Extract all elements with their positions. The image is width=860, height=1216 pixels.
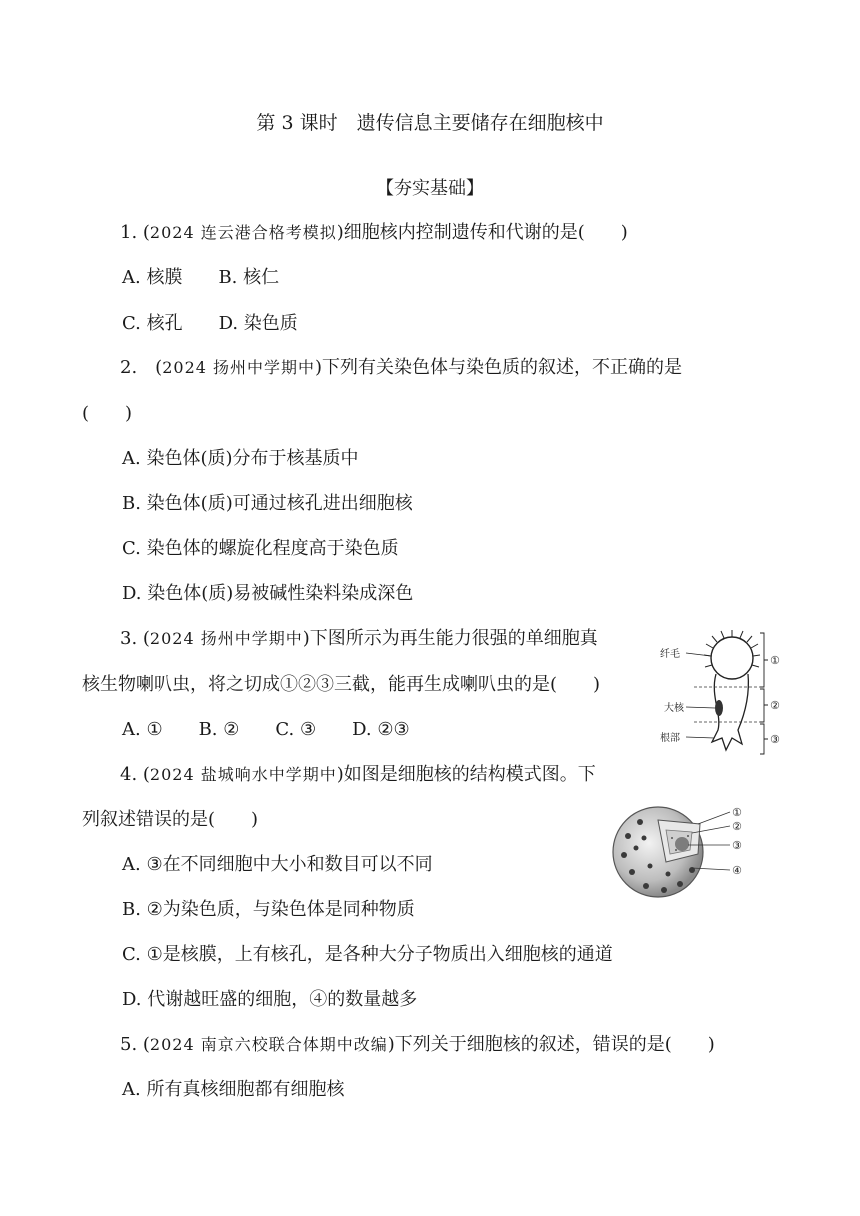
question-2-stem: 2. (2024 扬州中学期中)下列有关染色体与染色质的叙述，不正确的是 xyxy=(120,357,683,378)
question-4-stem: 4. (2024 盐城响水中学期中)如图是细胞核的结构模式图。下 xyxy=(120,764,596,785)
question-4-option-b: B. ②为染色质，与染色体是同种物质 xyxy=(122,899,415,920)
question-4-option-d: D. 代谢越旺盛的细胞，④的数量越多 xyxy=(122,989,418,1010)
question-1-stem: 1. (2024 连云港合格考模拟)细胞核内控制遗传和代谢的是( ) xyxy=(120,222,628,243)
question-2-source: 2024 扬州中学期中 xyxy=(162,358,316,377)
question-5-option-a: A. 所有真核细胞都有细胞核 xyxy=(122,1079,345,1100)
question-3-options: A. ① B. ② C. ③ D. ②③ xyxy=(122,719,410,740)
stentor-figure xyxy=(660,626,815,758)
question-2-option-b: B. 染色体(质)可通过核孔进出细胞核 xyxy=(122,493,413,514)
question-3-source: 2024 扬州中学期中 xyxy=(149,629,303,648)
question-4-stem-cont: 列叙述错误的是( ) xyxy=(82,809,259,830)
macronucleus-icon xyxy=(715,700,723,716)
question-1-options-cd: C. 核孔 D. 染色质 xyxy=(122,313,298,334)
question-2-stem-cont: ( ) xyxy=(82,403,133,424)
question-4-source: 2024 盐城响水中学期中 xyxy=(149,765,337,784)
question-5-source: 2024 南京六校联合体期中改编 xyxy=(149,1035,388,1054)
question-2-option-d: D. 染色体(质)易被碱性染料染成深色 xyxy=(122,583,414,604)
question-2-option-c: C. 染色体的螺旋化程度高于染色质 xyxy=(122,538,399,559)
nucleus-icon xyxy=(613,807,703,897)
question-1-options-ab: A. 核膜 B. 核仁 xyxy=(122,267,280,288)
part-3-label: ③ xyxy=(770,733,780,746)
part-1-label: ① xyxy=(770,654,780,667)
cilia-label: 纤毛 xyxy=(660,649,680,660)
question-2-option-a: A. 染色体(质)分布于核基质中 xyxy=(122,448,359,469)
part-2-label: ② xyxy=(770,699,780,712)
question-3-stem-cont: 核生物喇叭虫，将之切成①②③三截，能再生成喇叭虫的是( ) xyxy=(82,674,601,695)
structure-2-label: ② xyxy=(732,820,742,833)
question-5-stem: 5. (2024 南京六校联合体期中改编)下列关于细胞核的叙述，错误的是( ) xyxy=(120,1034,715,1055)
section-heading: 【夯实基础】 xyxy=(376,178,484,199)
macronucleus-label: 大核 xyxy=(664,703,684,714)
question-4-option-a: A. ③在不同细胞中大小和数目可以不同 xyxy=(122,854,433,875)
question-3-stem: 3. (2024 扬州中学期中)下图所示为再生能力很强的单细胞真 xyxy=(120,628,598,649)
cilia-icon xyxy=(704,630,760,679)
structure-1-label: ① xyxy=(732,806,742,819)
page-title: 第 3 课时 遗传信息主要储存在细胞核中 xyxy=(256,112,604,134)
question-4-option-c: C. ①是核膜，上有核孔，是各种大分子物质出入细胞核的通道 xyxy=(122,944,613,965)
structure-3-label: ③ xyxy=(732,839,742,852)
structure-4-label: ④ xyxy=(732,864,742,877)
question-1-source: 2024 连云港合格考模拟 xyxy=(149,223,337,242)
nucleus-figure xyxy=(606,800,776,900)
root-label: 根部 xyxy=(660,733,680,744)
